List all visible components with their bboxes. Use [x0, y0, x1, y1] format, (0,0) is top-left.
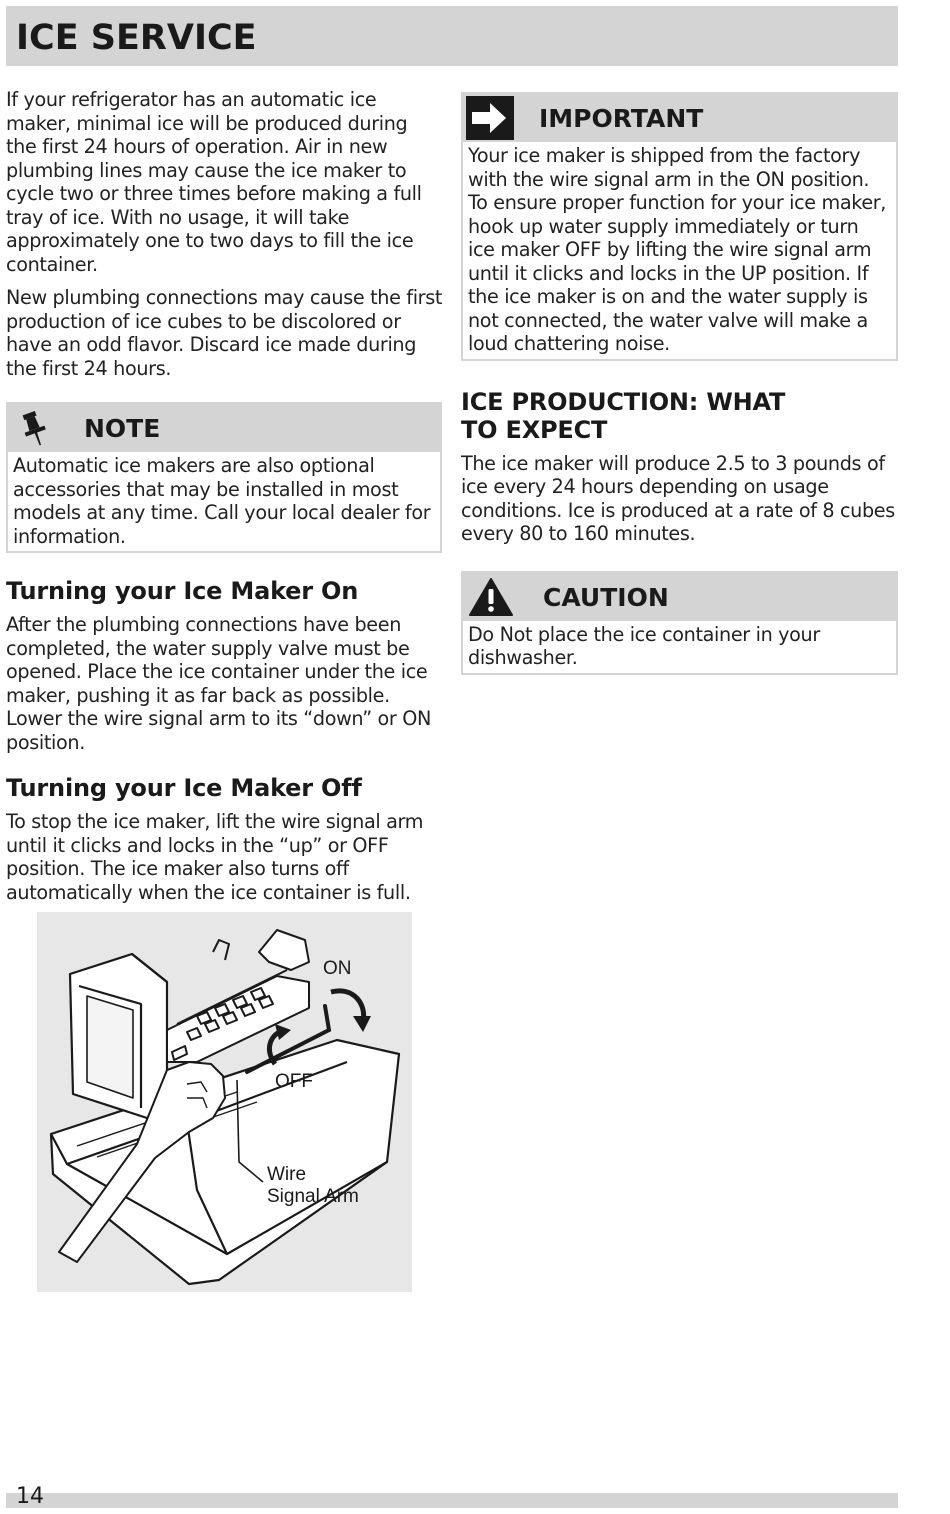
- caution-box: [461, 571, 898, 675]
- warning-triangle-icon: [468, 577, 514, 617]
- turning-on-text: After the plumbing connections have been completed, the water supply valve must be opened. Place the ice container under the ice maker, pushing it as far back as possible. Lower the wire signal arm to its “down” or ON position.: [6, 613, 431, 754]
- intro-paragraph-2: New plumbing connections may cause the first production of ice cubes to be discolored or have an odd flavor. Discard ice made during the first 24 hours.: [6, 286, 443, 380]
- important-label: IMPORTANT: [539, 104, 704, 133]
- turning-off-text: To stop the ice maker, lift the wire signal arm until it clicks and locks in the “up” or OFF position. The ice maker also turns off automatically when the ice container is full.: [6, 810, 424, 904]
- turning-on-heading: Turning your Ice Maker On: [6, 577, 359, 605]
- important-box: [461, 92, 898, 361]
- page-title: ICE SERVICE: [16, 18, 257, 58]
- footer-bar: [6, 1493, 898, 1508]
- note-box: [6, 402, 442, 553]
- page-number: 14: [16, 1484, 44, 1509]
- arrow-right-icon: [466, 96, 514, 140]
- left-column: [6, 88, 443, 914]
- important-box-body: [463, 142, 896, 359]
- page-title-bar: [6, 6, 898, 66]
- caution-label: CAUTION: [543, 582, 669, 612]
- note-box-header: [8, 404, 440, 452]
- on-label: ON: [323, 958, 352, 979]
- note-box-body: [8, 452, 440, 551]
- ice-maker-illustration: [37, 912, 412, 1292]
- intro-paragraph-1: If your refrigerator has an automatic ice maker, minimal ice will be produced during the first 24 hours of operation. Air in new plumbing lines may cause the ice maker to cycle two or three times before making a full tray of ice. With no usage, it will take approximately one to two days to fill the ice container.: [6, 88, 422, 276]
- caution-text: Do Not place the ice container in your dishwasher.: [468, 622, 820, 669]
- turning-off-heading: Turning your Ice Maker Off: [6, 774, 362, 802]
- important-text: Your ice maker is shipped from the factory with the wire signal arm in the ON position. To ensure proper function for your ice maker, hook up water supply immediately or turn ice maker OFF by lifting the wire signal arm until it clicks and locks in the UP position. If the ice maker is on and the water supply is not connected, the water valve will make a loud chattering noise.: [468, 144, 887, 355]
- right-column: [461, 92, 898, 675]
- production-heading-line1: ICE PRODUCTION: WHAT: [461, 387, 786, 416]
- note-label: NOTE: [84, 414, 161, 443]
- off-label: OFF: [275, 1071, 313, 1092]
- ice-maker-drawing: [37, 912, 412, 1292]
- production-text: The ice maker will produce 2.5 to 3 pounds of ice every 24 hours depending on usage conditions. Ice is produced at a rate of 8 cubes every 80 to 160 minutes.: [461, 451, 895, 545]
- caution-box-body: [463, 621, 896, 673]
- wire-label-line1: Wire: [267, 1164, 307, 1185]
- note-text: Automatic ice makers are also optional accessories that may be installed in most models at any time. Call your local dealer for information.: [13, 454, 431, 548]
- pushpin-icon: [18, 409, 52, 449]
- important-box-header: [463, 94, 896, 142]
- wire-label-line2: Signal Arm: [267, 1186, 359, 1207]
- production-heading-line2: TO EXPECT: [461, 415, 608, 444]
- caution-box-header: [463, 573, 896, 621]
